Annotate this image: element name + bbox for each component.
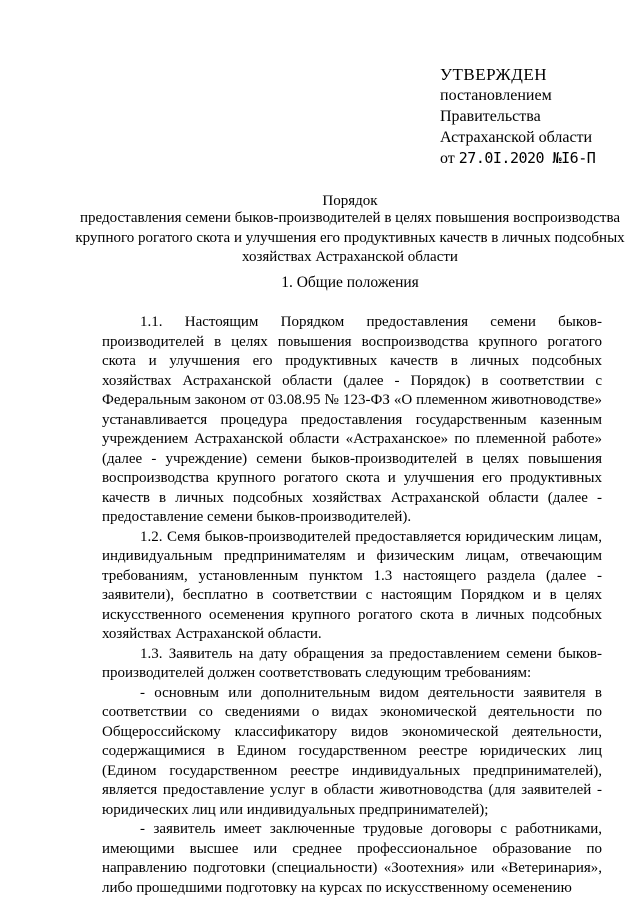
section-title: 1. Общие положения xyxy=(281,274,419,291)
document-subtitle: предоставления семени быков-производителей в целях повышения воспроизводства крупного рогатого скота и улучшения его продуктивных качеств в личных подсобных хозяйствах Астраханской области xyxy=(75,210,625,265)
requirement-item: - заявитель имеет заключенные трудовые договоры с работниками, имеющими высшее или среднее профессиональное образование по направлению подготовки (специальности) «Зоотехния» или «Ветеринария», либо прошедшими подготовку на курсах по искусственному осеменению xyxy=(102,821,602,896)
paragraph-1-2: 1.2. Семя быков-производителей предоставляется юридическим лицам, индивидуальным предпринимателям и физическим лицам, отвечающим требованиям, установленным пунктом 1.3 настоящего раздела (далее - заявители), бесплатно в соответствии с настоящим Порядком и в целях искусственного осеменения крупного рогатого скота в личных подсобных хозяйствах Астраханской области. xyxy=(102,528,602,642)
paragraph-1-1: 1.1. Настоящим Порядком предоставления семени быков-производителей в целях повышения воспроизводства крупного рогатого скота и улучшения его продуктивных качеств в личных подсобных хозяйствах Астраханской области (далее - Порядок) в соответствии с Федеральным законом от 03.08.95 № 123-ФЗ «О племенном животноводстве» устанавливается процедура предоставления государственным казенным учреждением Астраханской области «Астраханское» по племенной работе» (далее - учреждение) семени быков-производителей в целях повышения воспроизводства крупного рогатого скота и улучшения его продуктивных качеств в личных подсобных хозяйствах Астраханской области (далее - предоставление семени быков-производителей). xyxy=(102,314,602,525)
approval-date-value: 27.0I.2020 №I6-П xyxy=(458,149,596,167)
approval-block xyxy=(440,64,630,169)
approval-stamp: УТВЕРЖДЕН xyxy=(440,65,547,84)
approval-region-line: Астраханской области xyxy=(440,129,593,146)
paragraph-1-3: 1.3. Заявитель на дату обращения за предоставлением семени быков-производителей должен соответствовать следующим требованиям: xyxy=(102,645,602,681)
approval-decree-line: постановлением xyxy=(440,87,552,104)
document-body xyxy=(102,313,602,898)
approval-date-line xyxy=(440,148,630,169)
approval-date-prefix: от xyxy=(440,150,455,167)
approval-government-line: Правительства xyxy=(440,108,541,125)
document-title: Порядок xyxy=(322,193,378,209)
requirement-item: - основным или дополнительным видом деятельности заявителя в соответствии со сведениями о видах экономической деятельности по Общероссийскому классификатору видов экономической деятельности, содержащимися в Едином государственном реестре юридических лиц (Едином государственном реестре индивидуальных предпринимателей), является предоставление услуг в области животноводства (для заявителей - юридических лиц или индивидуальных предпринимателей); xyxy=(102,684,602,818)
